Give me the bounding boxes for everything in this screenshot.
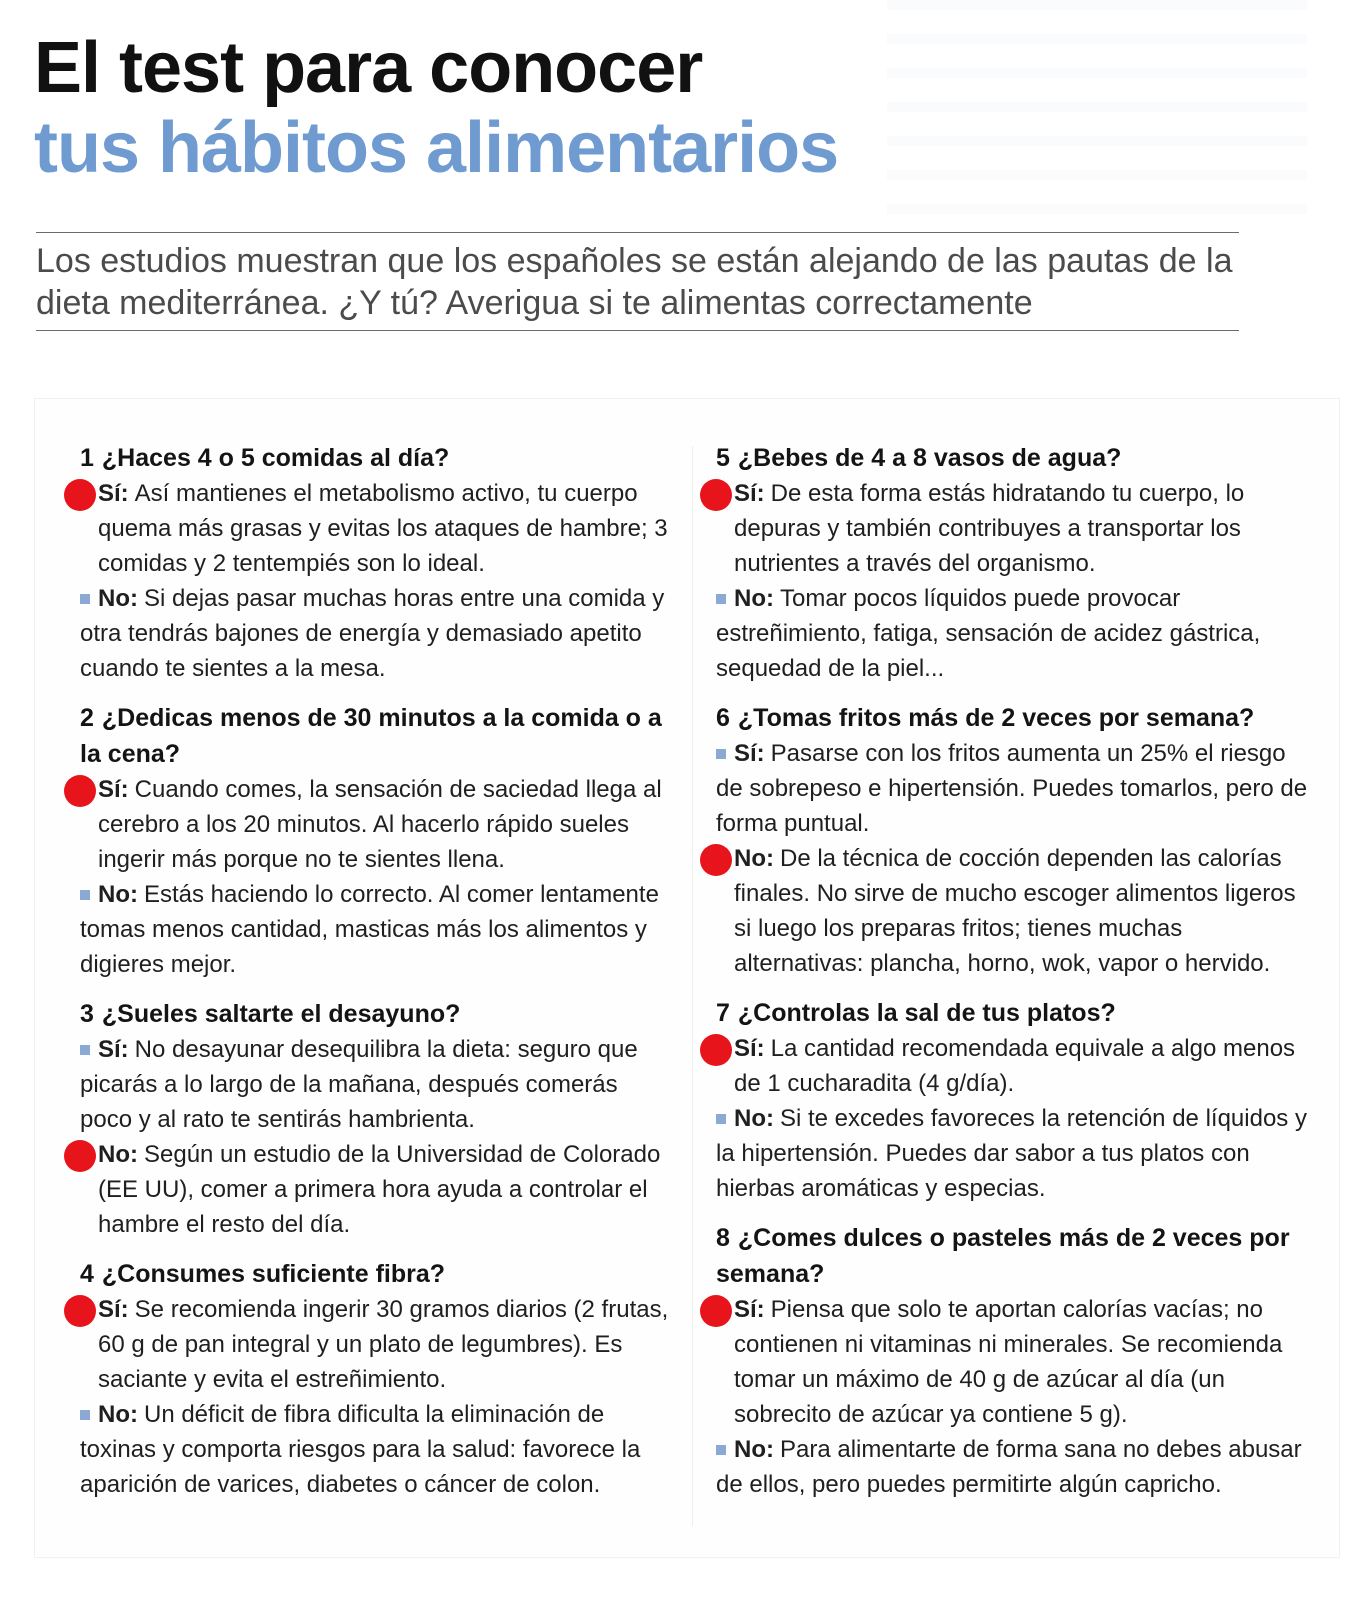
answer-text: La cantidad recomendada equivale a algo menos de 1 cucharadita (4 g/día). bbox=[734, 1035, 1296, 1097]
page-title bbox=[34, 28, 934, 188]
answer-label: Sí: bbox=[734, 740, 765, 767]
question-number: 4 bbox=[80, 1260, 94, 1288]
answer-label: No: bbox=[98, 585, 138, 612]
answer-text: Si te excedes favoreces la retención de líquidos y la hipertensión. Puedes dar sabor a tus platos con hierbas aromáticas y especias. bbox=[716, 1105, 1307, 1202]
answer-text: Según un estudio de la Universidad de Colorado (EE UU), comer a primera hora ayuda a controlar el hambre el resto del día. bbox=[98, 1141, 661, 1238]
intro-bottom-rule bbox=[36, 330, 1239, 331]
background-faint-text bbox=[887, 0, 1307, 220]
intro-text: Los estudios muestran que los españoles se están alejando de las pautas de la dieta mediterránea. ¿Y tú? Averigua si te alimentas correctamente bbox=[36, 242, 1233, 322]
answer-label: Sí: bbox=[98, 1296, 129, 1323]
title-line-1: El test para conocer bbox=[34, 28, 703, 108]
question-7 bbox=[716, 995, 1316, 1206]
question-6 bbox=[716, 700, 1316, 981]
answer-label: Sí: bbox=[734, 1035, 765, 1062]
question-text: ¿Tomas fritos más de 2 veces por semana? bbox=[737, 704, 1255, 732]
question-text: ¿Sueles saltarte el desayuno? bbox=[101, 1000, 461, 1028]
question-number: 3 bbox=[80, 1000, 94, 1028]
question-2 bbox=[80, 700, 676, 982]
answer-label: Sí: bbox=[734, 480, 765, 507]
question-text: ¿Consumes suficiente fibra? bbox=[101, 1260, 446, 1288]
answer-text: Piensa que solo te aportan calorías vacías; no contienen ni vitaminas ni minerales. Se recomienda tomar un máximo de 40 g de azúcar al día (un sobrecito de azúcar ya contiene 5 g). bbox=[734, 1296, 1283, 1428]
answer-label: No: bbox=[734, 1436, 774, 1463]
answer-text: Cuando comes, la sensación de saciedad llega al cerebro a los 20 minutos. Al hacerlo rápido sueles ingerir más porque no te sientes llena. bbox=[98, 776, 662, 873]
question-title bbox=[716, 700, 1316, 736]
red-dot-marker-icon bbox=[64, 775, 96, 807]
answer-si bbox=[716, 736, 1316, 841]
answer-si bbox=[80, 1032, 676, 1137]
answer-no bbox=[716, 841, 1316, 981]
question-number: 1 bbox=[80, 444, 94, 472]
question-title bbox=[716, 440, 1316, 476]
title-line-2: tus hábitos alimentarios bbox=[34, 108, 839, 188]
answer-text: De esta forma estás hidratando tu cuerpo, lo depuras y también contribuyes a transportar los nutrientes a través del organismo. bbox=[734, 480, 1245, 577]
question-number: 8 bbox=[716, 1224, 730, 1252]
column-divider bbox=[692, 446, 693, 1526]
answer-label: No: bbox=[98, 1141, 138, 1168]
red-dot-marker-icon bbox=[700, 479, 732, 511]
red-dot-marker-icon bbox=[64, 479, 96, 511]
answer-label: No: bbox=[734, 1105, 774, 1132]
question-number: 5 bbox=[716, 444, 730, 472]
answer-text: Se recomienda ingerir 30 gramos diarios (2 frutas, 60 g de pan integral y un plato de legumbres). Es saciante y evita el estreñimiento. bbox=[98, 1296, 669, 1393]
answer-label: No: bbox=[98, 881, 138, 908]
square-bullet-icon bbox=[80, 1045, 90, 1055]
question-number: 7 bbox=[716, 999, 730, 1027]
question-5 bbox=[716, 440, 1316, 686]
question-text: ¿Haces 4 o 5 comidas al día? bbox=[101, 444, 450, 472]
square-bullet-icon bbox=[80, 890, 90, 900]
answer-text: No desayunar desequilibra la dieta: seguro que picarás a lo largo de la mañana, después comerás poco y al rato te sentirás hambrienta. bbox=[80, 1036, 638, 1133]
question-title bbox=[716, 1220, 1316, 1292]
red-dot-marker-icon bbox=[700, 1034, 732, 1066]
question-number: 6 bbox=[716, 704, 730, 732]
right-column bbox=[716, 440, 1316, 1516]
answer-no bbox=[716, 581, 1316, 686]
red-dot-marker-icon bbox=[64, 1140, 96, 1172]
question-1 bbox=[80, 440, 676, 686]
answer-text: Un déficit de fibra dificulta la eliminación de toxinas y comporta riesgos para la salud: favorece la aparición de varices, diabetes o cáncer de colon. bbox=[80, 1401, 641, 1498]
square-bullet-icon bbox=[716, 749, 726, 759]
red-dot-marker-icon bbox=[700, 844, 732, 876]
question-text: ¿Comes dulces o pasteles más de 2 veces por semana? bbox=[716, 1224, 1290, 1288]
answer-no bbox=[716, 1101, 1316, 1206]
question-number: 2 bbox=[80, 704, 94, 732]
question-8 bbox=[716, 1220, 1316, 1502]
red-dot-marker-icon bbox=[64, 1295, 96, 1327]
answer-label: Sí: bbox=[734, 1296, 765, 1323]
quiz-panel bbox=[34, 398, 1340, 1558]
question-3 bbox=[80, 996, 676, 1242]
square-bullet-icon bbox=[716, 594, 726, 604]
answer-no bbox=[716, 1432, 1316, 1502]
question-title bbox=[80, 700, 676, 772]
left-column bbox=[80, 440, 676, 1516]
answer-label: No: bbox=[98, 1401, 138, 1428]
answer-si bbox=[80, 1292, 676, 1397]
square-bullet-icon bbox=[716, 1445, 726, 1455]
answer-text: Así mantienes el metabolismo activo, tu cuerpo quema más grasas y evitas los ataques de hambre; 3 comidas y 2 tentempiés son lo ideal. bbox=[98, 480, 668, 577]
answer-si bbox=[80, 476, 676, 581]
answer-text: Tomar pocos líquidos puede provocar estreñimiento, fatiga, sensación de acidez gástrica, sequedad de la piel... bbox=[716, 585, 1261, 682]
intro-top-rule bbox=[36, 232, 1239, 233]
answer-label: No: bbox=[734, 585, 774, 612]
answer-text: Estás haciendo lo correcto. Al comer lentamente tomas menos cantidad, masticas más los alimentos y digieres mejor. bbox=[80, 881, 659, 978]
answer-label: No: bbox=[734, 845, 774, 872]
answer-label: Sí: bbox=[98, 776, 129, 803]
answer-label: Sí: bbox=[98, 1036, 129, 1063]
answer-si bbox=[716, 1031, 1316, 1101]
square-bullet-icon bbox=[80, 594, 90, 604]
question-title bbox=[80, 1256, 676, 1292]
answer-text: De la técnica de cocción dependen las calorías finales. No sirve de mucho escoger alimentos ligeros si luego los preparas fritos; tienes muchas alternativas: plancha, horno, wok, vapor o hervido. bbox=[734, 845, 1296, 977]
answer-si bbox=[80, 772, 676, 877]
answer-no bbox=[80, 1397, 676, 1502]
question-title bbox=[80, 440, 676, 476]
question-4 bbox=[80, 1256, 676, 1502]
question-text: ¿Dedicas menos de 30 minutos a la comida o a la cena? bbox=[80, 704, 662, 768]
answer-no bbox=[80, 581, 676, 686]
square-bullet-icon bbox=[716, 1114, 726, 1124]
question-title bbox=[80, 996, 676, 1032]
answer-label: Sí: bbox=[98, 480, 129, 507]
answer-si bbox=[716, 476, 1316, 581]
answer-no bbox=[80, 1137, 676, 1242]
square-bullet-icon bbox=[80, 1410, 90, 1420]
answer-text: Pasarse con los fritos aumenta un 25% el riesgo de sobrepeso e hipertensión. Puedes tomarlos, pero de forma puntual. bbox=[716, 740, 1308, 837]
red-dot-marker-icon bbox=[700, 1295, 732, 1327]
answer-text: Para alimentarte de forma sana no debes abusar de ellos, pero puedes permitirte algún capricho. bbox=[716, 1436, 1302, 1498]
question-text: ¿Controlas la sal de tus platos? bbox=[737, 999, 1116, 1027]
question-title bbox=[716, 995, 1316, 1031]
answer-no bbox=[80, 877, 676, 982]
question-text: ¿Bebes de 4 a 8 vasos de agua? bbox=[737, 444, 1122, 472]
answer-text: Si dejas pasar muchas horas entre una comida y otra tendrás bajones de energía y demasiado apetito cuando te sientes a la mesa. bbox=[80, 585, 665, 682]
answer-si bbox=[716, 1292, 1316, 1432]
